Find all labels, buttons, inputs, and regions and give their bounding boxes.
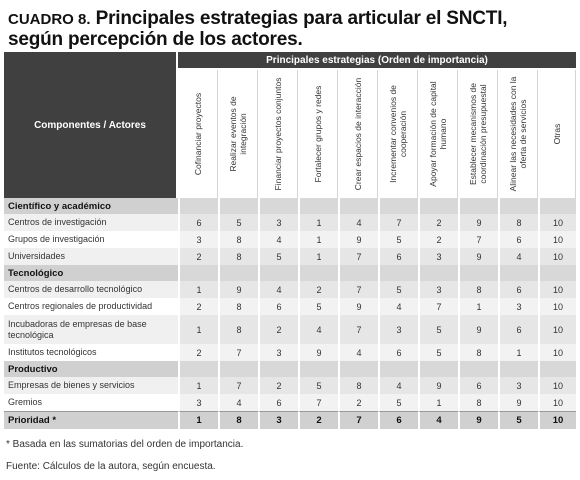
section-cell (418, 361, 458, 377)
table-cell: 3 (258, 344, 298, 361)
priority-cell: 9 (458, 411, 498, 429)
table-cell: 4 (378, 377, 418, 394)
section-cell (538, 361, 576, 377)
table-cell: 2 (258, 315, 298, 344)
priority-label: Prioridad * (4, 411, 178, 429)
table-cell: 5 (418, 315, 458, 344)
table-cell: 5 (378, 281, 418, 298)
table-cell: 5 (378, 394, 418, 411)
priority-cell: 1 (178, 411, 218, 429)
section-cell (458, 198, 498, 214)
table-cell: 5 (298, 377, 338, 394)
table-cell: 4 (378, 298, 418, 315)
table-cell: 9 (498, 394, 538, 411)
table-row (4, 281, 576, 298)
row-label: Gremios (4, 394, 178, 411)
table-cell: 3 (378, 315, 418, 344)
column-header (258, 70, 298, 198)
row-label: Institutos tecnológicos (4, 344, 178, 361)
section-row (4, 198, 576, 214)
section-cell (298, 265, 338, 281)
section-cell (218, 198, 258, 214)
table-cell: 9 (298, 344, 338, 361)
strategies-table-container (4, 52, 576, 429)
table-cell: 5 (418, 344, 458, 361)
table-cell: 7 (338, 248, 378, 265)
table-cell: 1 (498, 344, 538, 361)
table-cell: 4 (298, 315, 338, 344)
table-cell: 8 (498, 214, 538, 231)
table-cell: 1 (298, 231, 338, 248)
row-label: Incubadoras de empresas de base tecnológica (4, 315, 178, 344)
column-header-label: Alinear las necesidades con la oferta de servicios (507, 76, 528, 192)
table-cell: 9 (338, 231, 378, 248)
section-cell (178, 361, 218, 377)
components-header: Componentes / Actores (4, 52, 178, 198)
table-cell: 2 (178, 248, 218, 265)
footnote: * Basada en las sumatorias del orden de importancia. (6, 439, 244, 450)
table-cell: 7 (458, 231, 498, 248)
table-cell: 10 (538, 344, 576, 361)
table-cell: 4 (258, 281, 298, 298)
table-cell: 2 (418, 231, 458, 248)
table-cell: 6 (258, 298, 298, 315)
table-cell: 5 (298, 298, 338, 315)
table-cell: 6 (178, 214, 218, 231)
table-cell: 9 (218, 281, 258, 298)
table-cell: 6 (378, 344, 418, 361)
column-header (418, 70, 458, 198)
section-cell (178, 198, 218, 214)
source-note: Fuente: Cálculos de la autora, según encuesta. (6, 461, 216, 472)
table-cell: 1 (178, 281, 218, 298)
table-row (4, 394, 576, 411)
title-line2: según percepción de los actores. (8, 29, 303, 50)
table-cell: 2 (178, 298, 218, 315)
table-cell: 10 (538, 377, 576, 394)
column-header (458, 70, 498, 198)
priority-cell: 10 (538, 411, 576, 429)
table-cell: 10 (538, 394, 576, 411)
table-cell: 10 (538, 231, 576, 248)
column-header-label: Apoyar formación de capital humano (427, 81, 448, 187)
table-cell: 1 (458, 298, 498, 315)
section-cell (258, 361, 298, 377)
section-label: Tecnológico (4, 265, 178, 281)
table-cell: 3 (418, 281, 458, 298)
priority-cell: 2 (298, 411, 338, 429)
table-cell: 10 (538, 298, 576, 315)
table-cell: 2 (178, 344, 218, 361)
section-cell (378, 361, 418, 377)
section-cell (538, 265, 576, 281)
section-label: Productivo (4, 361, 178, 377)
table-cell: 5 (378, 231, 418, 248)
table-cell: 10 (538, 315, 576, 344)
section-cell (258, 265, 298, 281)
section-cell (338, 265, 378, 281)
table-cell: 7 (378, 214, 418, 231)
table-cell: 8 (218, 315, 258, 344)
table-cell: 2 (418, 214, 458, 231)
table-row (4, 214, 576, 231)
table-cell: 1 (178, 315, 218, 344)
table-cell: 1 (178, 377, 218, 394)
section-cell (498, 198, 538, 214)
table-cell: 8 (218, 298, 258, 315)
table-cell: 7 (418, 298, 458, 315)
title-label: CUADRO 8. (8, 11, 91, 28)
column-header-label: Cofinanciar proyectos (192, 92, 203, 176)
table-cell: 9 (458, 248, 498, 265)
section-row (4, 265, 576, 281)
row-label: Centros de desarrollo tecnológico (4, 281, 178, 298)
section-cell (458, 361, 498, 377)
table-cell: 6 (378, 248, 418, 265)
table-cell: 4 (218, 394, 258, 411)
priority-cell: 8 (218, 411, 258, 429)
column-header-label: Realizar eventos de integración (227, 96, 248, 172)
table-cell: 3 (498, 298, 538, 315)
section-row (4, 361, 576, 377)
table-cell: 8 (458, 344, 498, 361)
column-header-label: Establecer mecanismos de coordinación presupuestal (467, 82, 488, 186)
table-cell: 8 (458, 281, 498, 298)
table-cell: 10 (538, 281, 576, 298)
section-cell (418, 265, 458, 281)
table-cell: 8 (218, 231, 258, 248)
row-label: Universidades (4, 248, 178, 265)
column-header (338, 70, 378, 198)
strategies-table (4, 52, 576, 429)
column-header (218, 70, 258, 198)
table-cell: 4 (338, 214, 378, 231)
table-cell: 9 (458, 315, 498, 344)
column-header-label: Financiar proyectos conjuntos (272, 77, 283, 191)
table-cell: 1 (298, 214, 338, 231)
table-cell: 7 (338, 315, 378, 344)
column-header (298, 70, 338, 198)
table-title (8, 9, 573, 50)
title-line1: Principales estrategias para articular el SNCTI, (95, 8, 508, 29)
row-label: Centros de investigación (4, 214, 178, 231)
table-row (4, 344, 576, 361)
section-cell (338, 361, 378, 377)
table-cell: 6 (458, 377, 498, 394)
priority-cell: 4 (418, 411, 458, 429)
table-cell: 10 (538, 214, 576, 231)
table-cell: 6 (498, 281, 538, 298)
section-cell (458, 265, 498, 281)
table-row (4, 315, 576, 344)
table-cell: 7 (218, 377, 258, 394)
column-header-label: Otras (551, 123, 562, 145)
section-cell (178, 265, 218, 281)
section-cell (378, 198, 418, 214)
table-cell: 3 (498, 377, 538, 394)
table-cell: 8 (338, 377, 378, 394)
table-cell: 3 (418, 248, 458, 265)
priority-cell: 5 (498, 411, 538, 429)
table-cell: 9 (418, 377, 458, 394)
section-cell (498, 265, 538, 281)
column-header (178, 70, 218, 198)
section-label: Científico y académico (4, 198, 178, 214)
table-cell: 1 (298, 248, 338, 265)
table-cell: 7 (298, 394, 338, 411)
section-cell (298, 198, 338, 214)
table-cell: 8 (218, 248, 258, 265)
section-cell (258, 198, 298, 214)
column-header (378, 70, 418, 198)
table-cell: 4 (258, 231, 298, 248)
table-cell: 7 (338, 281, 378, 298)
section-cell (338, 198, 378, 214)
table-row (4, 377, 576, 394)
row-label: Empresas de bienes y servicios (4, 377, 178, 394)
table-cell: 4 (498, 248, 538, 265)
column-header-label: Crear espacios de interacción (352, 77, 363, 191)
section-cell (498, 361, 538, 377)
column-header (538, 70, 576, 198)
table-cell: 3 (178, 231, 218, 248)
strategies-header: Principales estrategias (Orden de importancia) (178, 52, 576, 70)
row-label: Grupos de investigación (4, 231, 178, 248)
priority-cell: 3 (258, 411, 298, 429)
table-cell: 7 (218, 344, 258, 361)
table-cell: 2 (298, 281, 338, 298)
table-cell: 1 (418, 394, 458, 411)
row-label: Centros regionales de productividad (4, 298, 178, 315)
section-cell (538, 198, 576, 214)
table-row (4, 231, 576, 248)
column-header (498, 70, 538, 198)
table-cell: 2 (338, 394, 378, 411)
table-cell: 4 (338, 344, 378, 361)
section-cell (298, 361, 338, 377)
table-cell: 8 (458, 394, 498, 411)
column-header-label: Fortalecer grupos y redes (312, 85, 323, 183)
table-cell: 9 (338, 298, 378, 315)
table-cell: 9 (458, 214, 498, 231)
priority-cell: 7 (338, 411, 378, 429)
priority-row (4, 411, 576, 429)
table-cell: 5 (258, 248, 298, 265)
table-row (4, 298, 576, 315)
table-cell: 5 (218, 214, 258, 231)
table-cell: 6 (498, 315, 538, 344)
section-cell (218, 265, 258, 281)
table-cell: 10 (538, 248, 576, 265)
table-cell: 3 (258, 214, 298, 231)
column-header-label: Incrementar convenios de cooperación (387, 85, 408, 183)
table-cell: 6 (258, 394, 298, 411)
section-cell (378, 265, 418, 281)
table-row (4, 248, 576, 265)
table-cell: 2 (258, 377, 298, 394)
table-cell: 3 (178, 394, 218, 411)
section-cell (218, 361, 258, 377)
section-cell (418, 198, 458, 214)
priority-cell: 6 (378, 411, 418, 429)
table-cell: 6 (498, 231, 538, 248)
